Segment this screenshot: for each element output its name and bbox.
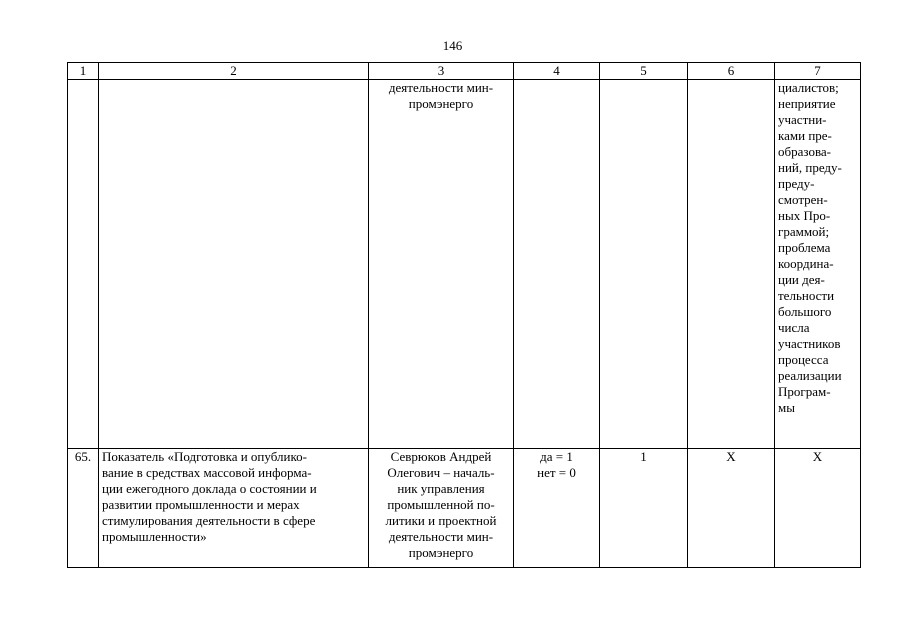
cell-risks-continuation: циалистов; неприятие участни- ками пре- образова- ний, преду- преду- смотрен- ных Про- граммой; проблема координа- ции дея- тельности большого числа участников процесса реализации Програм- мы (775, 80, 861, 449)
cell-col6-value: X (688, 449, 775, 568)
cell-col5-value: 1 (600, 449, 688, 568)
column-header-4: 4 (514, 63, 600, 80)
column-header-3: 3 (369, 63, 514, 80)
column-header-2: 2 (99, 63, 369, 80)
column-header-5: 5 (600, 63, 688, 80)
column-number-row (68, 63, 861, 80)
column-header-7: 7 (775, 63, 861, 80)
cell-col6 (688, 80, 775, 449)
cell-values: да = 1 нет = 0 (514, 449, 600, 568)
column-header-1: 1 (68, 63, 99, 80)
cell-row-number: 65. (68, 449, 99, 568)
table-row-65 (68, 449, 861, 568)
page-number: 146 (442, 38, 463, 53)
indicator-table (67, 62, 861, 568)
cell-col4 (514, 80, 600, 449)
table-row-continuation (68, 80, 861, 449)
cell-col7-value: X (775, 449, 861, 568)
cell-responsible-continuation: деятельности мин- промэнерго (369, 80, 514, 449)
cell-col5 (600, 80, 688, 449)
cell-indicator-name: Показатель «Подготовка и опублико- вание в средствах массовой информа- ции ежегодного доклада о состоянии и развитии промышленности и мерах стимулирования деятельности в сфере промышленности» (99, 449, 369, 568)
column-header-6: 6 (688, 63, 775, 80)
cell-col1 (68, 80, 99, 449)
cell-responsible: Севрюков Андрей Олегович – началь- ник управления промышленной по- литики и проектной деятельности мин- промэнерго (369, 449, 514, 568)
cell-col2 (99, 80, 369, 449)
